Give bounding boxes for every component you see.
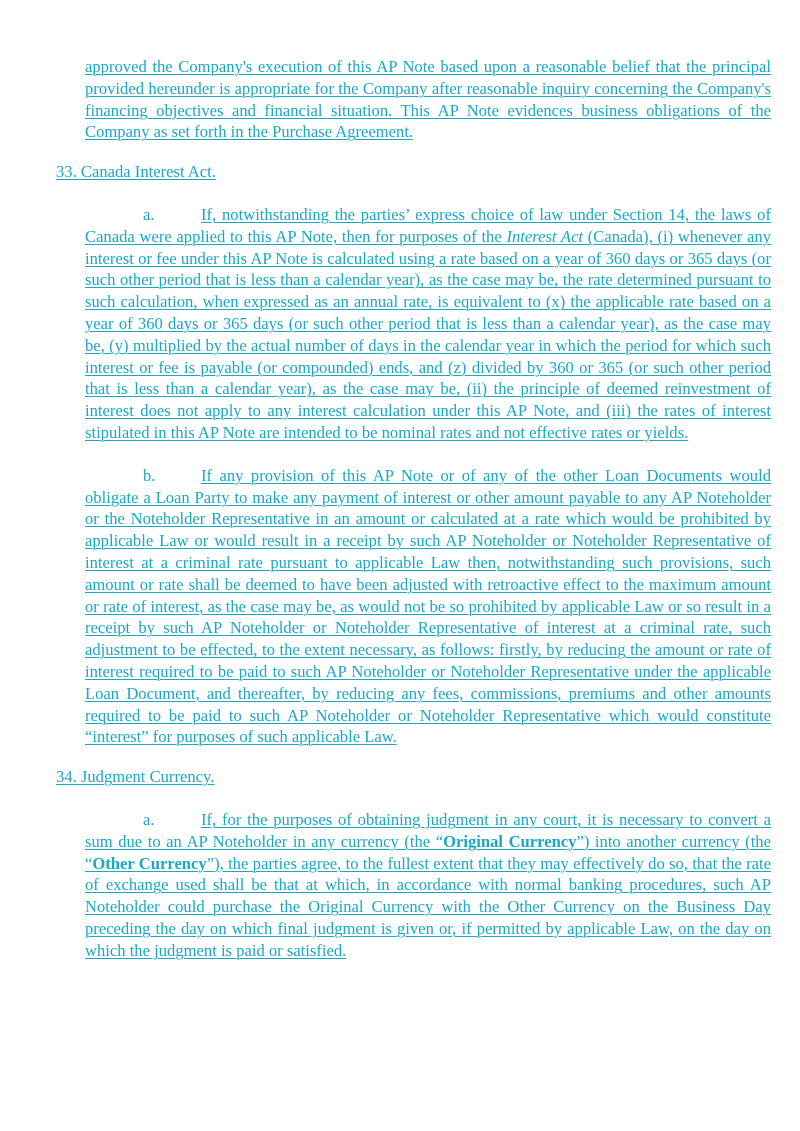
section-33-a-paragraph bbox=[85, 204, 771, 444]
intro-paragraph: approved the Company's execution of this AP Note based upon a reasonable belief that the principal provided hereunder is appropriate for the Company after reasonable inquiry concerning the Company's financing objectives and financial situation. This AP Note evidences business obligations of the Company as set forth in the Purchase Agreement. bbox=[85, 57, 771, 142]
section-34-a-paragraph bbox=[85, 809, 771, 962]
section-33-b-label: b. bbox=[143, 465, 156, 485]
section-34-a-label: a. bbox=[143, 809, 155, 829]
section-34-a-text-1: If, for the purposes of obtaining judgment in any court, it is necessary to convert a sum due to an AP Noteholder in any currency (the “ bbox=[85, 809, 771, 851]
section-33-a-text-before: If, notwithstanding the parties’ express choice of law under Section 14, the laws of Canada were applied to this AP Note, then for purposes of the bbox=[85, 204, 771, 246]
section-33-b-text: If any provision of this AP Note or of any of the other Loan Documents would obligate a Loan Party to make any payment of interest or other amount payable to any AP Noteholder or the Noteholder Representative in an amount or calculated at a rate which would be prohibited by applicable Law or would result in a receipt by such AP Noteholder or Noteholder Representative of interest at a criminal rate pursuant to applicable Law then, notwithstanding such provisions, such amount or rate shall be deemed to have been adjusted with retroactive effect to the maximum amount or rate of interest, as the case may be, as would not be so prohibited by applicable Law or so result in a receipt by such AP Noteholder or Noteholder Representative of interest at a criminal rate, such adjustment to be effected, to the extent necessary, as follows: firstly, by reducing the amount or rate of interest required to be paid to such AP Noteholder or Noteholder Representative under the applicable Loan Document, and thereafter, by reducing any fees, commissions, premiums and other amounts required to be paid to such AP Noteholder or Noteholder Representative which would constitute “interest” for purposes of such applicable Law. bbox=[85, 465, 771, 747]
section-33-a-text-after: (Canada), (i) whenever any interest or fee under this AP Note is calculated using a rate based on a year of 360 days or 365 days (or such other period that is less than a calendar year), as the case may be, the rate determined pursuant to such calculation, when expressed as an annual rate, is equivalent to (x) the applicable rate based on a year of 360 days or 365 days (or such other period that is less than a calendar year), as the case may be, (y) multiplied by the actual number of days in the calendar year in which the period for which such interest or fee is payable (or compounded) ends, and (z) divided by 360 or 365 (or such other period that is less than a calendar year), as the case may be, (ii) the principle of deemed reinvestment of interest does not apply to any interest calculation under this AP Note, and (iii) the rates of interest stipulated in this AP Note are intended to be nominal rates and not effective rates or yields. bbox=[85, 226, 771, 442]
section-34-a-text-2: ”) into another currency (the “ bbox=[85, 831, 771, 873]
other-currency-term: Other Currency bbox=[92, 853, 207, 873]
original-currency-term: Original Currency bbox=[443, 831, 577, 851]
document-body bbox=[56, 56, 771, 961]
section-33-a-label: a. bbox=[143, 204, 155, 224]
section-33-heading: 33. Canada Interest Act. bbox=[56, 162, 216, 182]
section-33-b-paragraph bbox=[85, 465, 771, 748]
section-34-heading: 34. Judgment Currency. bbox=[56, 767, 215, 787]
section-34-a-text-3: ”), the parties agree, to the fullest extent that they may effectively do so, that the rate of exchange used shall be that at which, in accordance with normal banking procedures, such AP Noteholder could purchase the Original Currency with the Other Currency on the Business Day preceding the day on which final judgment is given or, if permitted by applicable Law, on the day on which the judgment is paid or satisfied. bbox=[85, 853, 771, 960]
section-33-a-italic: Interest Act bbox=[506, 226, 584, 246]
